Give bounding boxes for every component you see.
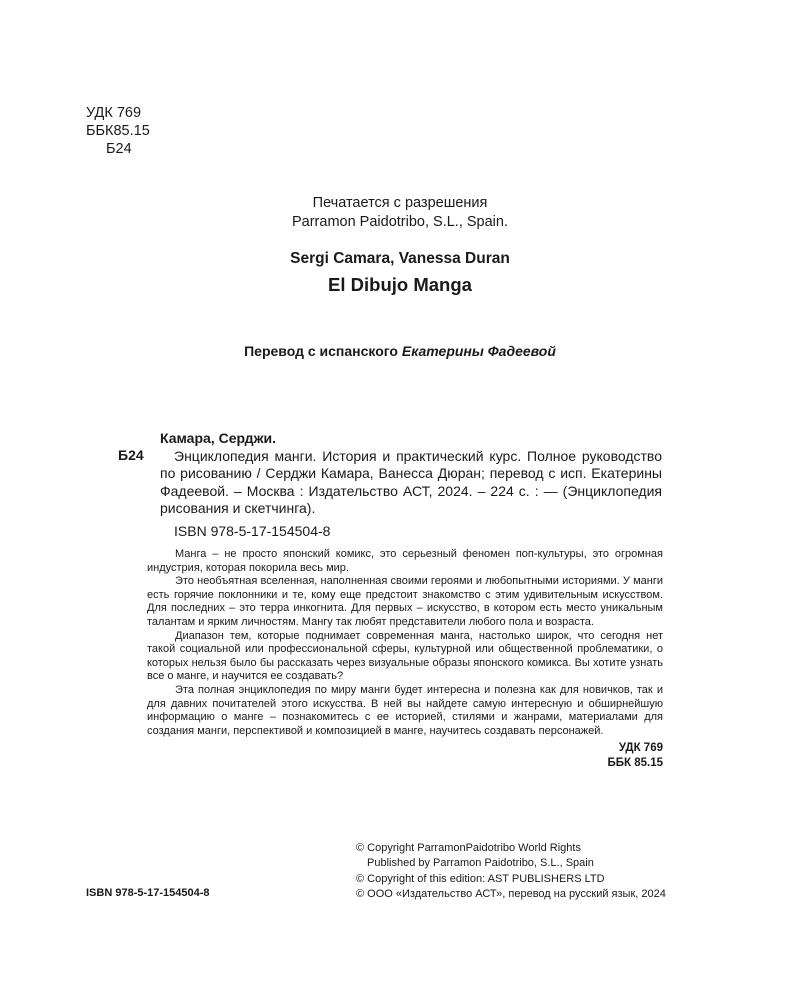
annotation-paragraph: Манга – не просто японский комикс, это серьезный феномен поп-культуры, это огромная индустрия, которая покорила весь мир. [147, 548, 663, 574]
udk-block [86, 104, 150, 158]
annotation-paragraph: Диапазон тем, которые поднимает современная манга, настолько широк, что сегодня нет такой социальной или профессиональной сферы, культурной или общественной проблематики, о которых нельзя было бы рассказать через визуальные образы японского комикса. Вы хотите узнать все о манге, и научится ее создавать? [147, 629, 663, 683]
catalog-body: Энциклопедия манги. История и практический курс. Полное руководство по рисованию / Серджи Камара, Ванесса Дюран; перевод с исп. Екатерины Фадеевой. – Москва : Издательство АСТ, 2024. – 224 с. : — (Энциклопедия рисования и скетчинга). [160, 447, 662, 516]
permission-line-1: Печатается с разрешения [312, 195, 488, 211]
copyright-line: Published by Parramon Paidotribo, S.L., Spain [367, 857, 594, 870]
annotation-paragraph: Это необъятная вселенная, наполненная своими героями и любопытными историями. У манги есть горячие поклонники и те, кому еще предстоит знакомство с этим удивительным искусством. Для последних – это терра инкогнита. Для первых – искусство, в котором есть место уникальным талантам и ярким личностям. Мангу так любят представители любого пола и возраста. [147, 575, 663, 628]
udk-right-block [560, 741, 663, 771]
annotation [147, 548, 663, 738]
udk-code: УДК 769 [86, 105, 142, 121]
translator-name: Екатерины Фадеевой [401, 343, 556, 359]
bbk-right-code: ББК 85.15 [607, 757, 663, 769]
udk-right-code: УДК 769 [618, 742, 663, 754]
bottom-isbn: ISBN 978-5-17-154504-8 [86, 887, 210, 899]
catalog-index: Б24 [118, 447, 144, 463]
translation-credit [0, 343, 800, 359]
copyright-line: © Copyright ParramonPaidotribo World Rights [356, 842, 581, 854]
catalog-record [160, 430, 662, 518]
permission-notice [0, 194, 800, 232]
author-mark: Б24 [106, 141, 132, 157]
copyright-line: © Copyright of this edition: AST PUBLISHERS LTD [356, 872, 605, 885]
permission-line-2: Parramon Paidotribo, S.L., Spain. [291, 214, 508, 230]
original-authors: Sergi Camara, Vanessa Duran [290, 250, 510, 267]
copyright-line: © ООО «Издательство АСТ», перевод на русский язык, 2024 [356, 887, 666, 900]
translation-prefix: Перевод с испанского [244, 343, 398, 359]
original-title: El Dibujo Manga [328, 274, 472, 295]
annotation-paragraph: Эта полная энциклопедия по миру манги будет интересна и полезна как для новичков, так и для давних почитателей этого искусства. В ней вы найдете самую интересную и обширнейшую информацию о манге – познакомитесь с ее историей, стилями и жанрами, материалами для создания манги, перспективой и композицией в манге, научитесь создавать персонажей. [147, 683, 663, 737]
catalog-heading: Камара, Серджи. [160, 430, 276, 446]
bbk-code: ББК85.15 [86, 123, 150, 139]
copyright-block [356, 841, 666, 902]
catalog-isbn: ISBN 978-5-17-154504-8 [174, 523, 331, 539]
